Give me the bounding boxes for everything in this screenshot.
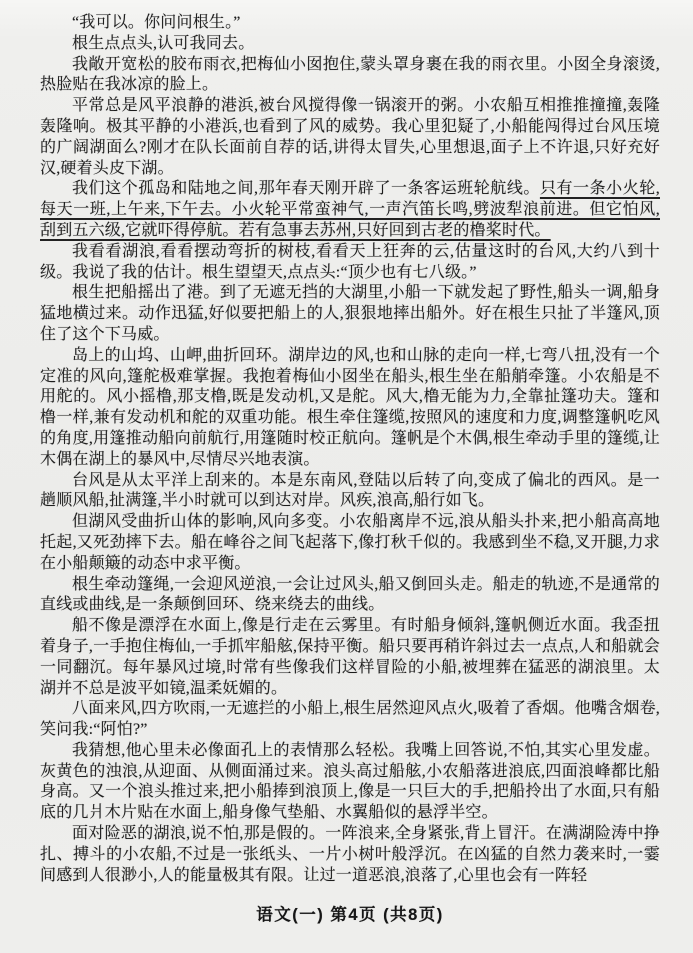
- paragraph: [40, 699, 660, 741]
- passage-segment: 台风是从太平洋上刮来的。本是东南风,登陆以后转了向,变成了偏北的西风。是一趟顺风船,扯满篷,半小时就可以到达对岸。风疾,浪高,船行如飞。: [40, 471, 660, 510]
- paragraph: [40, 824, 660, 886]
- paragraph: [40, 283, 660, 345]
- paragraph: [40, 616, 660, 699]
- paragraph: [40, 34, 660, 55]
- passage-segment: 根生牵动篷绳,一会迎风逆浪,一会让过风头,船又倒回头走。船走的轨迹,不是通常的直线或曲线,是一条颠倒回环、绕来绕去的曲线。: [40, 575, 660, 614]
- passage-segment: 面对险恶的湖浪,说不怕,那是假的。一阵浪来,全身紧张,背上冒汗。在满湖险涛中挣扎、搏斗的小农船,不过是一张纸头、一片小树叶般浮沉。在凶猛的自然力袭来时,一霎间感到人很渺小,人的能量极其有限。让过一道恶浪,浪落了,心里也会有一阵轻: [40, 825, 660, 884]
- passage-segment: 平常总是风平浪静的港浜,被台风搅得像一锅滚开的粥。小农船互相推推撞撞,轰隆轰隆响。极其平静的小港浜,也看到了风的威势。我心里犯疑了,小船能闯得过台风压境的广阔湖面么?刚才在队长面前自荐的话,讲得太冒失,心里想退,面子上不许退,只好充好汉,硬着头皮下湖。: [40, 97, 660, 177]
- paragraph: [40, 13, 660, 34]
- paragraph: [40, 471, 660, 513]
- page-number-label: 语文(一) 第4页 (共8页): [256, 906, 444, 925]
- passage-segment: “我可以。你问问根生。”: [72, 14, 241, 31]
- paragraph: [40, 741, 660, 824]
- passage-segment: 船不像是漂浮在水面上,像是行走在云雾里。有时船身倾斜,篷帆侧近水面。我歪扭着身子,一手抱住梅仙,一手抓牢船舷,保持平衡。船只要再稍许斜过去一点点,人和船就会一同翻沉。每年暴风过境,时常有些像我们这样冒险的小船,被埋葬在猛恶的湖浪里。太湖并不总是波平如镜,温柔妩媚的。: [40, 617, 660, 697]
- passage-segment: 我看看湖浪,看看摆动弯折的树枝,看看天上狂奔的云,估量这时的台风,大约八到十级。我说了我的估计。根生望望天,点点头:“顶少也有七八级。”: [40, 242, 660, 281]
- passage-segment: 我敞开宽松的胶布雨衣,把梅仙小囡抱住,蒙头罩身裹在我的雨衣里。小囡全身滚烫,热脸贴在我冰凉的脸上。: [40, 55, 660, 94]
- paragraph: [40, 96, 660, 179]
- underlined-sentence: 只有一条小火轮,每天一班,上午来,下午去。小火轮平常蛮神气,一声汽笛长鸣,劈波犁浪前进。但它怕风,刮到五六级,它就吓得停航。若有急事去苏州,只好回到古老的橹桨时代。: [40, 180, 660, 239]
- paragraph: [40, 575, 660, 617]
- paragraph: [40, 55, 660, 97]
- passage-segment: 岛上的山坞、山岬,曲折回环。湖岸边的风,也和山脉的走向一样,七弯八扭,没有一个定准的风向,篷舵极难掌握。我抱着梅仙小囡坐在船头,根生坐在船艄牵篷。小农船是不用舵的。风小摇橹,那支橹,既是发动机,又是舵。风大,橹无能为力,全靠扯篷功夫。篷和橹一样,兼有发动机和舵的双重功能。根生牵住篷缆,按照风的速度和力度,调整篷帆吃风的角度,用篷推动船向前航行,用篷随时校正航向。篷帆是个木偶,根生牵动手里的篷缆,让木偶在湖上的暴风中,尽情尽兴地表演。: [40, 346, 660, 468]
- passage-segment: 八面来风,四方吹雨,一无遮拦的小船上,根生居然迎风点火,吸着了香烟。他嘴含烟卷,笑问我:“阿怕?”: [40, 700, 661, 739]
- passage-body: [40, 13, 660, 886]
- passage-segment: 我猜想,他心里未必像面孔上的表情那么轻松。我嘴上回答说,不怕,其实心里发虚。灰黄色的浊浪,从迎面、从侧面涌过来。浪头高过船舷,小农船落进浪底,四面浪峰都比船身高。又一个浪头推过来,把小船捧到浪顶上,像是一只巨大的手,把船拎出了水面,只有船底的几爿木片贴在水面上,船身像气垫船、水翼船似的悬浮半空。: [40, 741, 660, 822]
- paragraph: [40, 179, 660, 241]
- passage-segment: 我们这个孤岛和陆地之间,那年春天刚开辟了一条客运班轮航线。: [72, 180, 540, 198]
- passage-segment: 根生点点头,认可我同去。: [72, 34, 255, 52]
- passage-segment: 但湖风受曲折山体的影响,风向多变。小农船离岸不远,浪从船头扑来,把小船高高地托起,又死劲摔下去。船在峰谷之间飞起落下,像打秋千似的。我感到坐不稳,叉开腿,力求在小船颠簸的动态中求平衡。: [40, 513, 660, 572]
- paragraph: [40, 346, 660, 471]
- paragraph: [40, 242, 660, 284]
- page-footer: [40, 901, 660, 925]
- passage-segment: 根生把船摇出了港。到了无遮无挡的大湖里,小船一下就发起了野性,船头一调,船身猛地横过来。动作迅猛,好似要把船上的人,狠狠地摔出船外。好在根生只扯了半篷风,顶住了这个下马威。: [40, 284, 660, 343]
- paragraph: [40, 512, 660, 574]
